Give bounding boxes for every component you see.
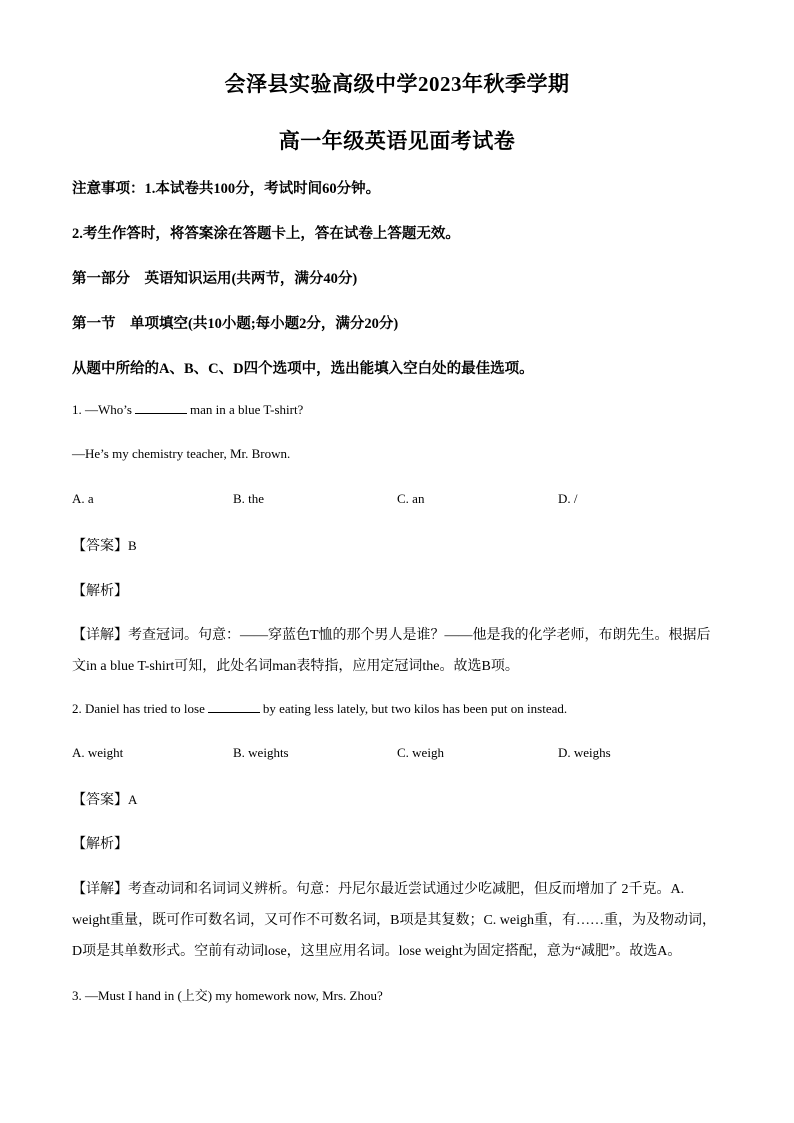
exam-title-line1: 会泽县实验高级中学2023年秋季学期 — [224, 72, 570, 96]
notes-line1: 注意事项：1.本试卷共100分，考试时间60分钟。 — [72, 181, 381, 197]
part-heading: 第一部分 英语知识运用(共两节，满分40分) — [72, 271, 358, 287]
question-2-option-c: C. weigh — [397, 745, 444, 760]
question-2-detail-text1: 考查动词和名词词义辨析。句意：丹尼尔最近尝试通过少吃减肥，但反而增加了 2千克。A. — [128, 882, 685, 897]
question-2-analysis-label: 【解析】 — [72, 837, 128, 852]
question-2-stem-before: 2. Daniel has tried to lose — [72, 701, 205, 716]
question-1-option-a: A. a — [72, 491, 94, 506]
question-1-option-b: B. the — [233, 491, 265, 506]
question-1-stem — [72, 401, 732, 418]
instruction-text: 从题中所给的A、B、C、D四个选项中，选出能填入空白处的最佳选项。 — [72, 361, 534, 377]
question-1-blank — [135, 401, 187, 414]
question-1-detail-line2: 文in a blue T-shirt可知，此处名词man表特指，应用定冠词the。故选B项。 — [72, 659, 519, 674]
question-2-option-d: D. weighs — [558, 745, 611, 760]
question-1-analysis-label: 【解析】 — [72, 584, 128, 599]
answer-label: 【答案】 — [72, 793, 128, 808]
question-1-detail-line1 — [72, 624, 732, 644]
question-2-blank — [208, 700, 260, 713]
question-1-answer — [72, 535, 732, 555]
detail-label: 【详解】 — [72, 628, 128, 643]
question-1-detail-text1: 考查冠词。句意：——穿蓝色T恤的那个男人是谁？——他是我的化学老师，布朗先生。根据后 — [128, 628, 711, 643]
question-1-stem-before: 1. —Who’s — [72, 402, 132, 417]
question-2-detail-line1 — [72, 878, 732, 898]
question-2-answer-value: A — [128, 792, 138, 807]
question-2-option-b: B. weights — [233, 745, 289, 760]
question-1-option-d: D. / — [558, 491, 578, 506]
exam-title-line2: 高一年级英语见面考试卷 — [278, 129, 516, 153]
question-2-stem — [72, 700, 732, 717]
detail-label: 【详解】 — [72, 882, 128, 897]
answer-label: 【答案】 — [72, 539, 128, 554]
question-1-option-c: C. an — [397, 491, 425, 506]
question-1-stem-line2: —He’s my chemistry teacher, Mr. Brown. — [72, 446, 291, 461]
question-2-option-a: A. weight — [72, 745, 124, 760]
section-heading: 第一节 单项填空(共10小题;每小题2分，满分20分) — [72, 316, 399, 332]
notes-line2: 2.考生作答时，将答案涂在答题卡上，答在试卷上答题无效。 — [72, 226, 460, 242]
question-2-answer — [72, 789, 732, 809]
question-3-stem: 3. —Must I hand in (上交) my homework now, Mrs. Zhou? — [72, 988, 383, 1003]
question-1-stem-after: man in a blue T-shirt? — [189, 402, 304, 417]
question-1-answer-value: B — [128, 538, 137, 553]
question-2-detail-line2: weight重量，既可作可数名词，又可作不可数名词，B项是其复数；C. weigh重，有……重，为及物动词， — [72, 913, 716, 928]
question-2-stem-after: by eating less lately, but two kilos has been put on instead. — [262, 701, 568, 716]
question-2-detail-line3: D项是其单数形式。空前有动词lose，这里应用名词。lose weight为固定搭配，意为“减肥”。故选A。 — [72, 944, 682, 959]
